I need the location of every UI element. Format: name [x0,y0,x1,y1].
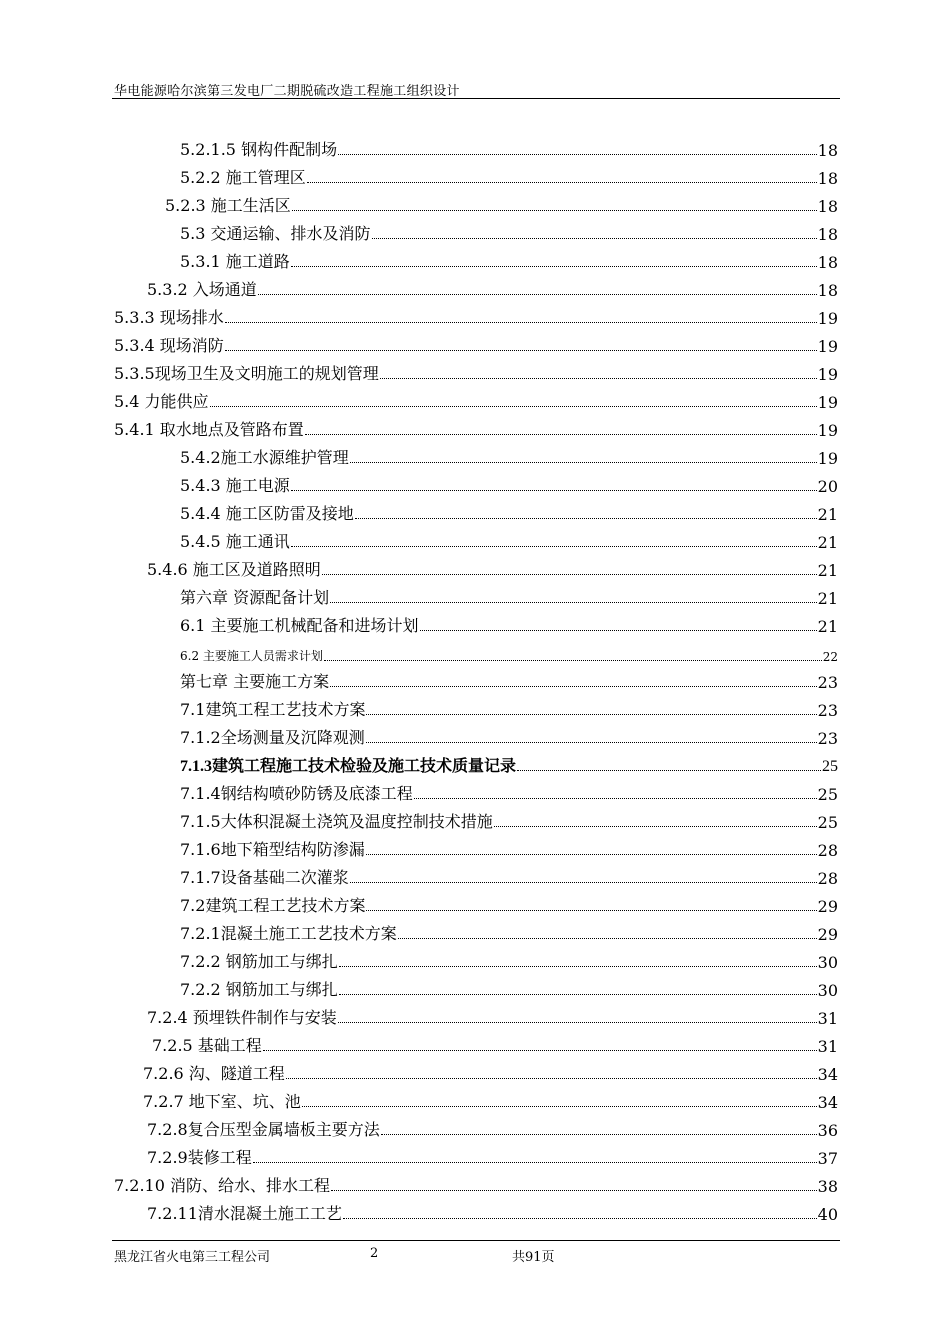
toc-entry[interactable] [143,1088,838,1112]
toc-label: 5.3 交通运输、排水及消防 [180,224,371,243]
toc-page: 36 [817,1121,838,1140]
toc-entry[interactable] [180,864,838,888]
toc-leader [366,742,817,743]
toc-entry[interactable] [180,220,838,244]
toc-page: 19 [817,365,838,384]
toc-leader [330,602,817,603]
toc-page: 30 [817,981,838,1000]
toc-label: 5.4.6 施工区及道路照明 [147,560,321,579]
toc-entry[interactable] [114,304,838,328]
toc-entry[interactable] [180,724,838,748]
toc-label: 5.4.2施工水源维护管理 [180,448,349,467]
toc-leader [291,546,817,547]
toc-leader [338,154,817,155]
toc-page: 25 [817,785,838,804]
header-rule [112,98,840,99]
footer-total-pages: 共91页 [512,1250,555,1265]
toc-page: 19 [817,449,838,468]
toc-leader [324,660,822,661]
toc-entry[interactable] [114,416,838,440]
toc-page: 21 [817,505,838,524]
toc-entry[interactable] [147,1200,838,1224]
toc-entry[interactable] [143,1060,838,1084]
toc-entry[interactable] [147,276,838,300]
toc-leader [322,574,817,575]
toc-label: 5.3.3 现场排水 [114,308,224,327]
footer-company: 黑龙江省火电第三工程公司 [114,1250,271,1265]
toc-leader [350,462,817,463]
toc-page: 23 [817,729,838,748]
toc-leader [366,910,816,911]
toc-page: 38 [817,1177,838,1196]
toc-page: 19 [817,393,838,412]
toc-entry[interactable] [180,696,838,720]
toc-entry[interactable] [180,248,838,272]
toc-entry[interactable] [147,1144,838,1168]
toc-entry[interactable] [180,500,838,524]
toc-leader [381,1134,817,1135]
toc-entry[interactable] [165,192,838,216]
toc-label: 5.2.3 施工生活区 [165,196,291,215]
toc-page: 31 [817,1037,838,1056]
toc-page: 23 [817,701,838,720]
toc-leader [372,238,817,239]
toc-label: 7.2.5 基础工程 [152,1036,262,1055]
toc-leader [338,1022,817,1023]
toc-leader [291,490,817,491]
toc-label: 5.3.4 现场消防 [114,336,224,355]
toc-leader [263,1050,817,1051]
toc-label: 5.4 力能供应 [114,392,209,411]
toc-leader [398,938,817,939]
toc-label: 7.2.8复合压型金属墙板主要方法 [147,1120,380,1139]
toc-label: 5.4.5 施工通讯 [180,532,290,551]
toc-label: 5.4.4 施工区防雷及接地 [180,504,354,523]
toc-page: 18 [817,225,838,244]
toc-label: 6.2 主要施工人员需求计划 [180,649,323,663]
toc-label: 5.4.3 施工电源 [180,476,290,495]
toc-entry[interactable] [180,640,838,664]
toc-leader [331,1190,817,1191]
toc-leader [225,322,817,323]
toc-page: 30 [817,953,838,972]
toc-page: 18 [817,197,838,216]
toc-page: 29 [817,897,838,916]
toc-leader [420,630,817,631]
toc-leader [494,826,817,827]
toc-label: 第七章 主要施工方案 [180,672,330,691]
toc-label: 7.2建筑工程工艺技术方案 [180,896,366,915]
toc-page: 18 [817,253,838,272]
toc-entry[interactable] [180,528,838,552]
toc-leader [258,294,817,295]
toc-label: 7.1.4钢结构喷砂防锈及底漆工程 [180,784,413,803]
toc-leader [225,350,817,351]
toc-entry[interactable] [180,136,838,160]
toc-page: 19 [817,337,838,356]
toc-leader [210,406,817,407]
toc-page: 31 [817,1009,838,1028]
toc-leader [355,518,817,519]
toc-leader [380,378,817,379]
toc-entry[interactable] [180,836,838,860]
toc-leader [253,1162,817,1163]
toc-entry[interactable] [180,948,838,972]
toc-leader [330,686,817,687]
toc-label: 第六章 资源配备计划 [180,588,330,607]
toc-entry[interactable] [180,920,838,944]
toc-label: 7.1.6地下箱型结构防渗漏 [180,840,365,859]
toc-label: 7.1.5大体积混凝土浇筑及温度控制技术措施 [180,812,493,831]
toc-page: 18 [817,169,838,188]
footer-page-number: 2 [370,1246,379,1261]
toc-page: 21 [817,589,838,608]
toc-entry[interactable] [180,584,838,608]
toc-label: 5.2.1.5 钢构件配制场 [180,140,338,159]
toc-page: 19 [817,309,838,328]
toc-leader [307,182,817,183]
toc-entry[interactable] [114,332,838,356]
toc-label: 5.3.2 入场通道 [147,280,257,299]
toc-label: 7.2.9装修工程 [147,1148,252,1167]
toc-label: 5.2.2 施工管理区 [180,168,306,187]
toc-leader [343,1218,817,1219]
toc-label: 7.2.2 钢筋加工与绑扎 [180,980,338,999]
toc-page: 21 [817,533,838,552]
toc-page: 25 [822,758,838,775]
toc-page: 25 [817,813,838,832]
toc-leader [291,266,817,267]
toc-entry[interactable] [180,780,838,804]
toc-label: 7.2.2 钢筋加工与绑扎 [180,952,338,971]
toc-label: 7.1建筑工程工艺技术方案 [180,700,366,719]
toc-page: 37 [817,1149,838,1168]
toc-entry[interactable] [147,1004,838,1028]
toc-entry[interactable] [147,1116,838,1140]
footer-rule [112,1240,840,1241]
toc-entry[interactable] [180,976,838,1000]
toc-leader [292,210,817,211]
toc-label: 7.1.3建筑工程施工技术检验及施工技术质量记录 [180,758,517,775]
toc-page: 34 [817,1065,838,1084]
toc-label: 7.2.6 沟、隧道工程 [143,1064,285,1083]
toc-entry[interactable] [114,1172,838,1196]
toc-page: 40 [817,1205,838,1224]
toc-page: 18 [817,281,838,300]
toc-label: 7.1.2全场测量及沉降观测 [180,728,365,747]
toc-entry[interactable] [152,1032,838,1056]
toc-leader [339,966,817,967]
toc-page: 21 [817,561,838,580]
toc-page: 28 [817,869,838,888]
toc-leader [517,770,821,771]
toc-leader [302,1106,817,1107]
toc-leader [350,882,817,883]
toc-label: 7.2.4 预埋铁件制作与安装 [147,1008,337,1027]
toc-label: 5.4.1 取水地点及管路布置 [114,420,304,439]
toc-page: 19 [817,421,838,440]
toc-entry[interactable] [180,752,838,776]
toc-page: 34 [817,1093,838,1112]
toc-page: 28 [817,841,838,860]
toc-leader [366,714,816,715]
toc-label: 7.2.7 地下室、坑、池 [143,1092,301,1111]
toc-label: 5.3.1 施工道路 [180,252,290,271]
toc-entry[interactable] [180,164,838,188]
toc-entry[interactable] [114,360,838,384]
toc-leader [366,854,817,855]
toc-leader [286,1078,817,1079]
toc-page: 29 [817,925,838,944]
toc-entry[interactable] [180,668,838,692]
header-title: 华电能源哈尔滨第三发电厂二期脱硫改造工程施工组织设计 [114,84,460,99]
toc-leader [339,994,817,995]
toc-label: 7.2.1混凝土施工工艺技术方案 [180,924,397,943]
toc-label: 5.3.5现场卫生及文明施工的规划管理 [114,364,379,383]
toc-label: 7.1.7设备基础二次灌浆 [180,868,349,887]
toc-entry[interactable] [180,892,838,916]
toc-entry[interactable] [180,808,838,832]
toc-page: 18 [817,141,838,160]
toc-page: 21 [817,617,838,636]
toc-entry[interactable] [114,388,838,412]
toc-page: 23 [817,673,838,692]
toc-leader [414,798,817,799]
toc-entry[interactable] [180,444,838,468]
toc-page: 22 [822,650,838,664]
toc-entry[interactable] [180,472,838,496]
toc-entry[interactable] [147,556,838,580]
toc-label: 7.2.10 消防、给水、排水工程 [114,1176,330,1195]
toc-label: 7.2.11清水混凝土施工工艺 [147,1204,342,1223]
toc-page: 20 [817,477,838,496]
toc-leader [305,434,817,435]
toc-entry[interactable] [180,612,838,636]
toc-label: 6.1 主要施工机械配备和进场计划 [180,616,419,635]
